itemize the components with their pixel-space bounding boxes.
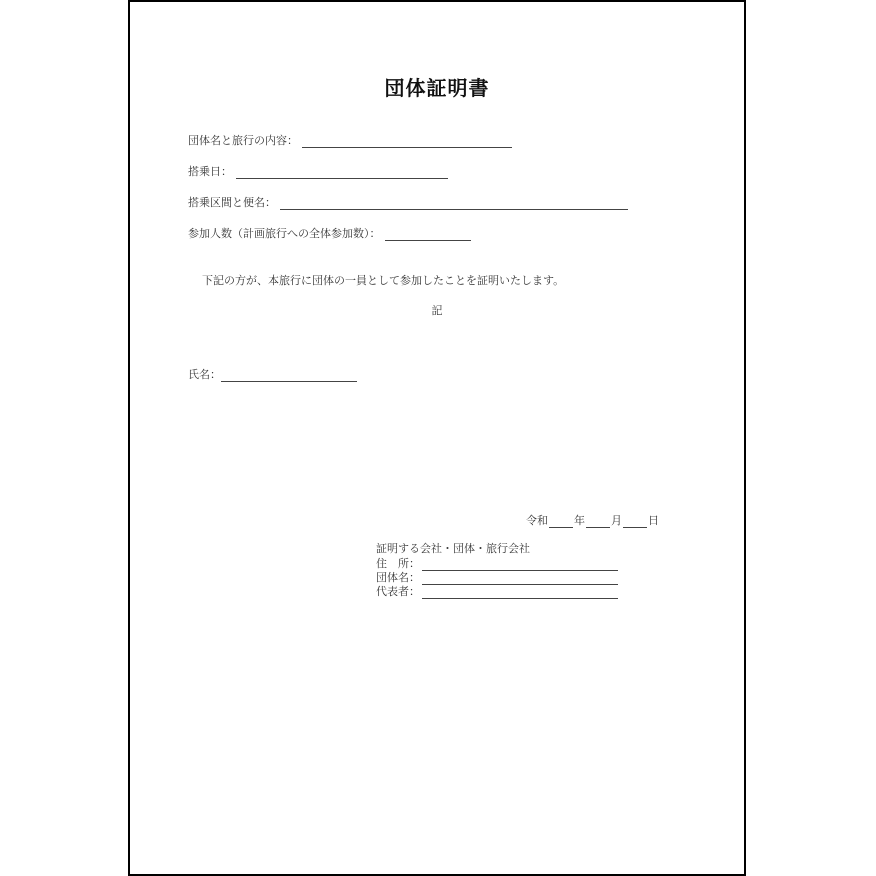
era-label: 令和 — [526, 514, 548, 527]
group-blank[interactable] — [422, 572, 618, 585]
name-label: 氏名： — [188, 368, 221, 381]
certifier-heading: 証明する会社・団体・旅行会社 — [376, 542, 530, 555]
month-blank[interactable] — [586, 515, 610, 528]
day-label: 日 — [648, 514, 659, 527]
representative-label: 代表者： — [376, 585, 420, 598]
group-name-field — [188, 132, 512, 148]
group-name-blank[interactable] — [302, 135, 512, 148]
certification-statement: 下記の方が、本旅行に団体の一員として参加したことを証明いたします。 — [202, 274, 565, 287]
day-blank[interactable] — [623, 515, 647, 528]
group-label: 団体名： — [376, 571, 420, 584]
boarding-section-field — [188, 194, 628, 210]
group-name-label: 団体名と旅行の内容： — [188, 134, 298, 147]
date-line — [526, 512, 659, 528]
year-label: 年 — [574, 514, 585, 527]
boarding-section-label: 搭乗区間と便名： — [188, 196, 276, 209]
name-blank[interactable] — [221, 369, 357, 382]
certifier-block — [376, 540, 618, 599]
name-field — [188, 366, 357, 382]
address-label: 住 所： — [376, 557, 420, 570]
boarding-date-label: 搭乗日： — [188, 165, 232, 178]
year-blank[interactable] — [549, 515, 573, 528]
participants-blank[interactable] — [385, 228, 471, 241]
participants-label: 参加人数（計画旅行への全体参加数）： — [188, 227, 381, 240]
boarding-section-blank[interactable] — [280, 197, 628, 210]
address-blank[interactable] — [422, 558, 618, 571]
boarding-date-blank[interactable] — [236, 166, 448, 179]
page-title: 団体証明書 — [384, 76, 490, 100]
participants-field — [188, 225, 471, 241]
boarding-date-field — [188, 163, 448, 179]
document-page — [128, 0, 746, 876]
month-label: 月 — [611, 514, 622, 527]
representative-blank[interactable] — [422, 586, 618, 599]
ki-marker: 記 — [431, 304, 443, 317]
representative-row — [376, 585, 618, 599]
